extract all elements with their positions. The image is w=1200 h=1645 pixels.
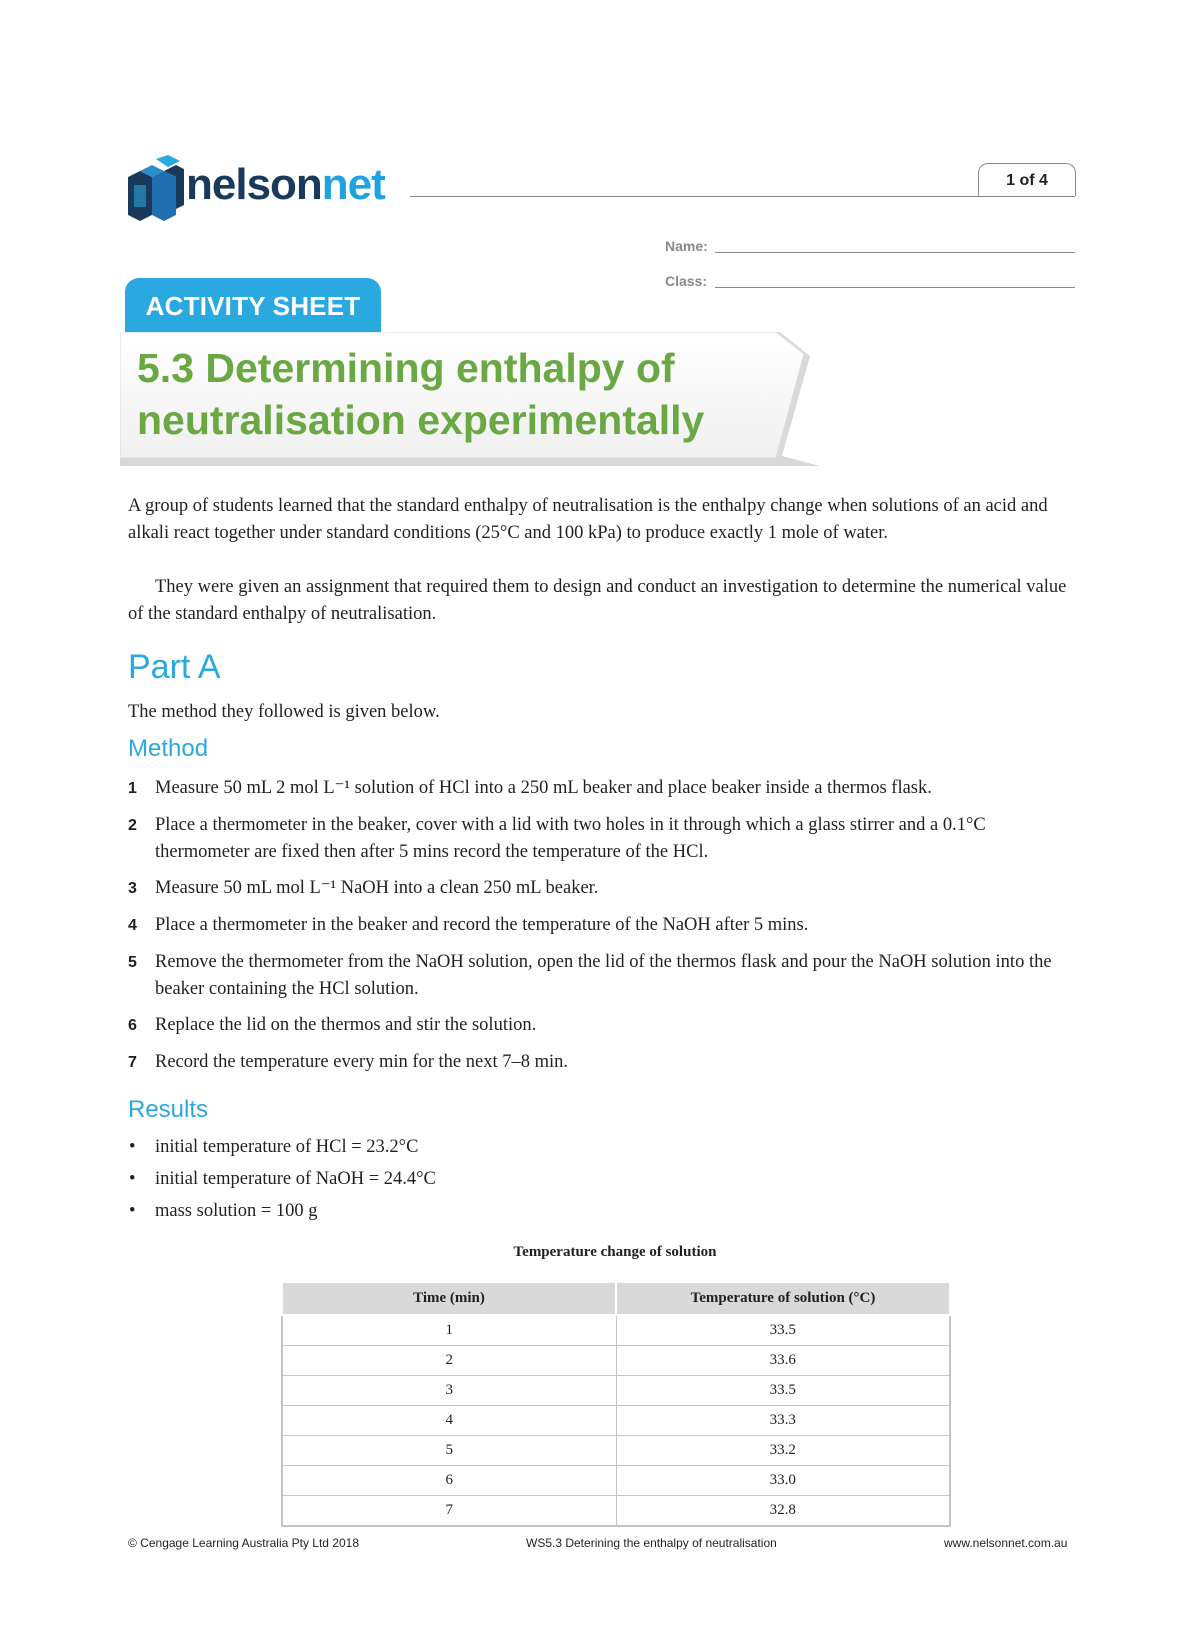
part-a-heading: Part A (128, 648, 221, 686)
step-text: Record the temperature every min for the next 7–8 min. (155, 1052, 569, 1072)
bullet-text: initial temperature of NaOH = 24.4°C (155, 1169, 436, 1189)
temperature-cell: 33.2 (616, 1436, 950, 1466)
temperature-cell: 32.8 (616, 1496, 950, 1527)
temperature-cell: 33.3 (616, 1406, 950, 1436)
step-text: Remove the thermometer from the NaOH solution, open the lid of the thermos flask and pour the NaOH solution into the beaker containing the HCl solution. (155, 952, 1052, 999)
table-row (282, 1496, 950, 1527)
column-header-temperature: Temperature of solution (°C) (616, 1282, 950, 1315)
step-number: 5 (128, 954, 137, 971)
time-cell: 3 (282, 1376, 616, 1406)
step-text: Replace the lid on the thermos and stir the solution. (155, 1015, 537, 1035)
part-a-lead: The method they followed is given below. (128, 702, 440, 722)
table-row (282, 1346, 950, 1376)
class-label: Class: (665, 273, 708, 289)
name-field[interactable] (715, 252, 1075, 253)
table-caption: Temperature change of solution (513, 1244, 717, 1260)
bullet-symbol: • (129, 1201, 136, 1221)
step-text: Place a thermometer in the beaker, cover with a lid with two holes in it through which a glass stirrer and a 0.1°C thermometer are fixed then after 5 mins record the temperature of the HCl. (155, 815, 986, 862)
step-number: 2 (128, 817, 137, 834)
result-bullet (128, 1198, 318, 1225)
temperature-cell: 33.5 (616, 1315, 950, 1346)
logo-cubes-icon (126, 155, 186, 225)
name-label: Name: (665, 238, 708, 254)
time-cell: 2 (282, 1346, 616, 1376)
method-step (128, 875, 1078, 902)
table-row (282, 1315, 950, 1346)
method-step (128, 1049, 1078, 1076)
footer-worksheet-title: WS5.3 Deterining the enthalpy of neutralisation (526, 1536, 777, 1550)
time-cell: 1 (282, 1315, 616, 1346)
method-step (128, 812, 1078, 866)
method-heading: Method (128, 735, 209, 762)
bullet-symbol: • (129, 1137, 136, 1157)
class-field[interactable] (715, 287, 1075, 288)
result-bullet (128, 1134, 418, 1161)
step-number: 1 (128, 780, 137, 797)
page-indicator: 1 of 4 (978, 163, 1076, 196)
time-cell: 5 (282, 1436, 616, 1466)
temperature-table (281, 1281, 951, 1527)
method-step (128, 912, 1078, 939)
method-step (128, 949, 1078, 1003)
method-step (128, 775, 1078, 802)
footer-copyright: © Cengage Learning Australia Pty Ltd 2018 (128, 1536, 359, 1550)
time-cell: 6 (282, 1466, 616, 1496)
step-number: 7 (128, 1054, 137, 1071)
time-cell: 7 (282, 1496, 616, 1527)
bullet-text: initial temperature of HCl = 23.2°C (155, 1137, 419, 1157)
step-number: 4 (128, 917, 137, 934)
intro-paragraph-1: A group of students learned that the standard enthalpy of neutralisation is the enthalpy change when solutions of an acid and alkali react together under standard conditions (25°C and 100 kPa) to produce exactly 1 mole of water. (128, 496, 1048, 543)
intro-paragraph-2: They were given an assignment that required them to design and conduct an investigation to determine the numerical value of the standard enthalpy of neutralisation. (128, 577, 1067, 624)
step-text: Measure 50 mL 2 mol L⁻¹ solution of HCl into a 250 mL beaker and place beaker inside a thermos flask. (155, 778, 932, 798)
temperature-cell: 33.0 (616, 1466, 950, 1496)
header-rule (410, 196, 1075, 197)
results-heading: Results (128, 1096, 209, 1123)
step-number: 3 (128, 880, 137, 897)
activity-sheet-tab: ACTIVITY SHEET (125, 278, 381, 332)
table-row (282, 1466, 950, 1496)
step-number: 6 (128, 1017, 137, 1034)
table-row (282, 1436, 950, 1466)
method-step (128, 1012, 1078, 1039)
step-text: Measure 50 mL mol L⁻¹ NaOH into a clean 250 mL beaker. (155, 878, 599, 898)
step-text: Place a thermometer in the beaker and record the temperature of the NaOH after 5 mins. (155, 915, 809, 935)
page-title: 5.3 Determining enthalpy of neutralisation experimentally (137, 345, 705, 443)
logo-wordmark: nelsonnet (186, 160, 385, 209)
footer-website-link[interactable]: www.nelsonnet.com.au (944, 1536, 1068, 1550)
temperature-cell: 33.5 (616, 1376, 950, 1406)
table-row (282, 1406, 950, 1436)
result-bullet (128, 1166, 436, 1193)
table-header-row (282, 1282, 950, 1315)
column-header-time: Time (min) (282, 1282, 616, 1315)
table-row (282, 1376, 950, 1406)
temperature-cell: 33.6 (616, 1346, 950, 1376)
time-cell: 4 (282, 1406, 616, 1436)
bullet-text: mass solution = 100 g (155, 1201, 318, 1221)
bullet-symbol: • (129, 1169, 136, 1189)
